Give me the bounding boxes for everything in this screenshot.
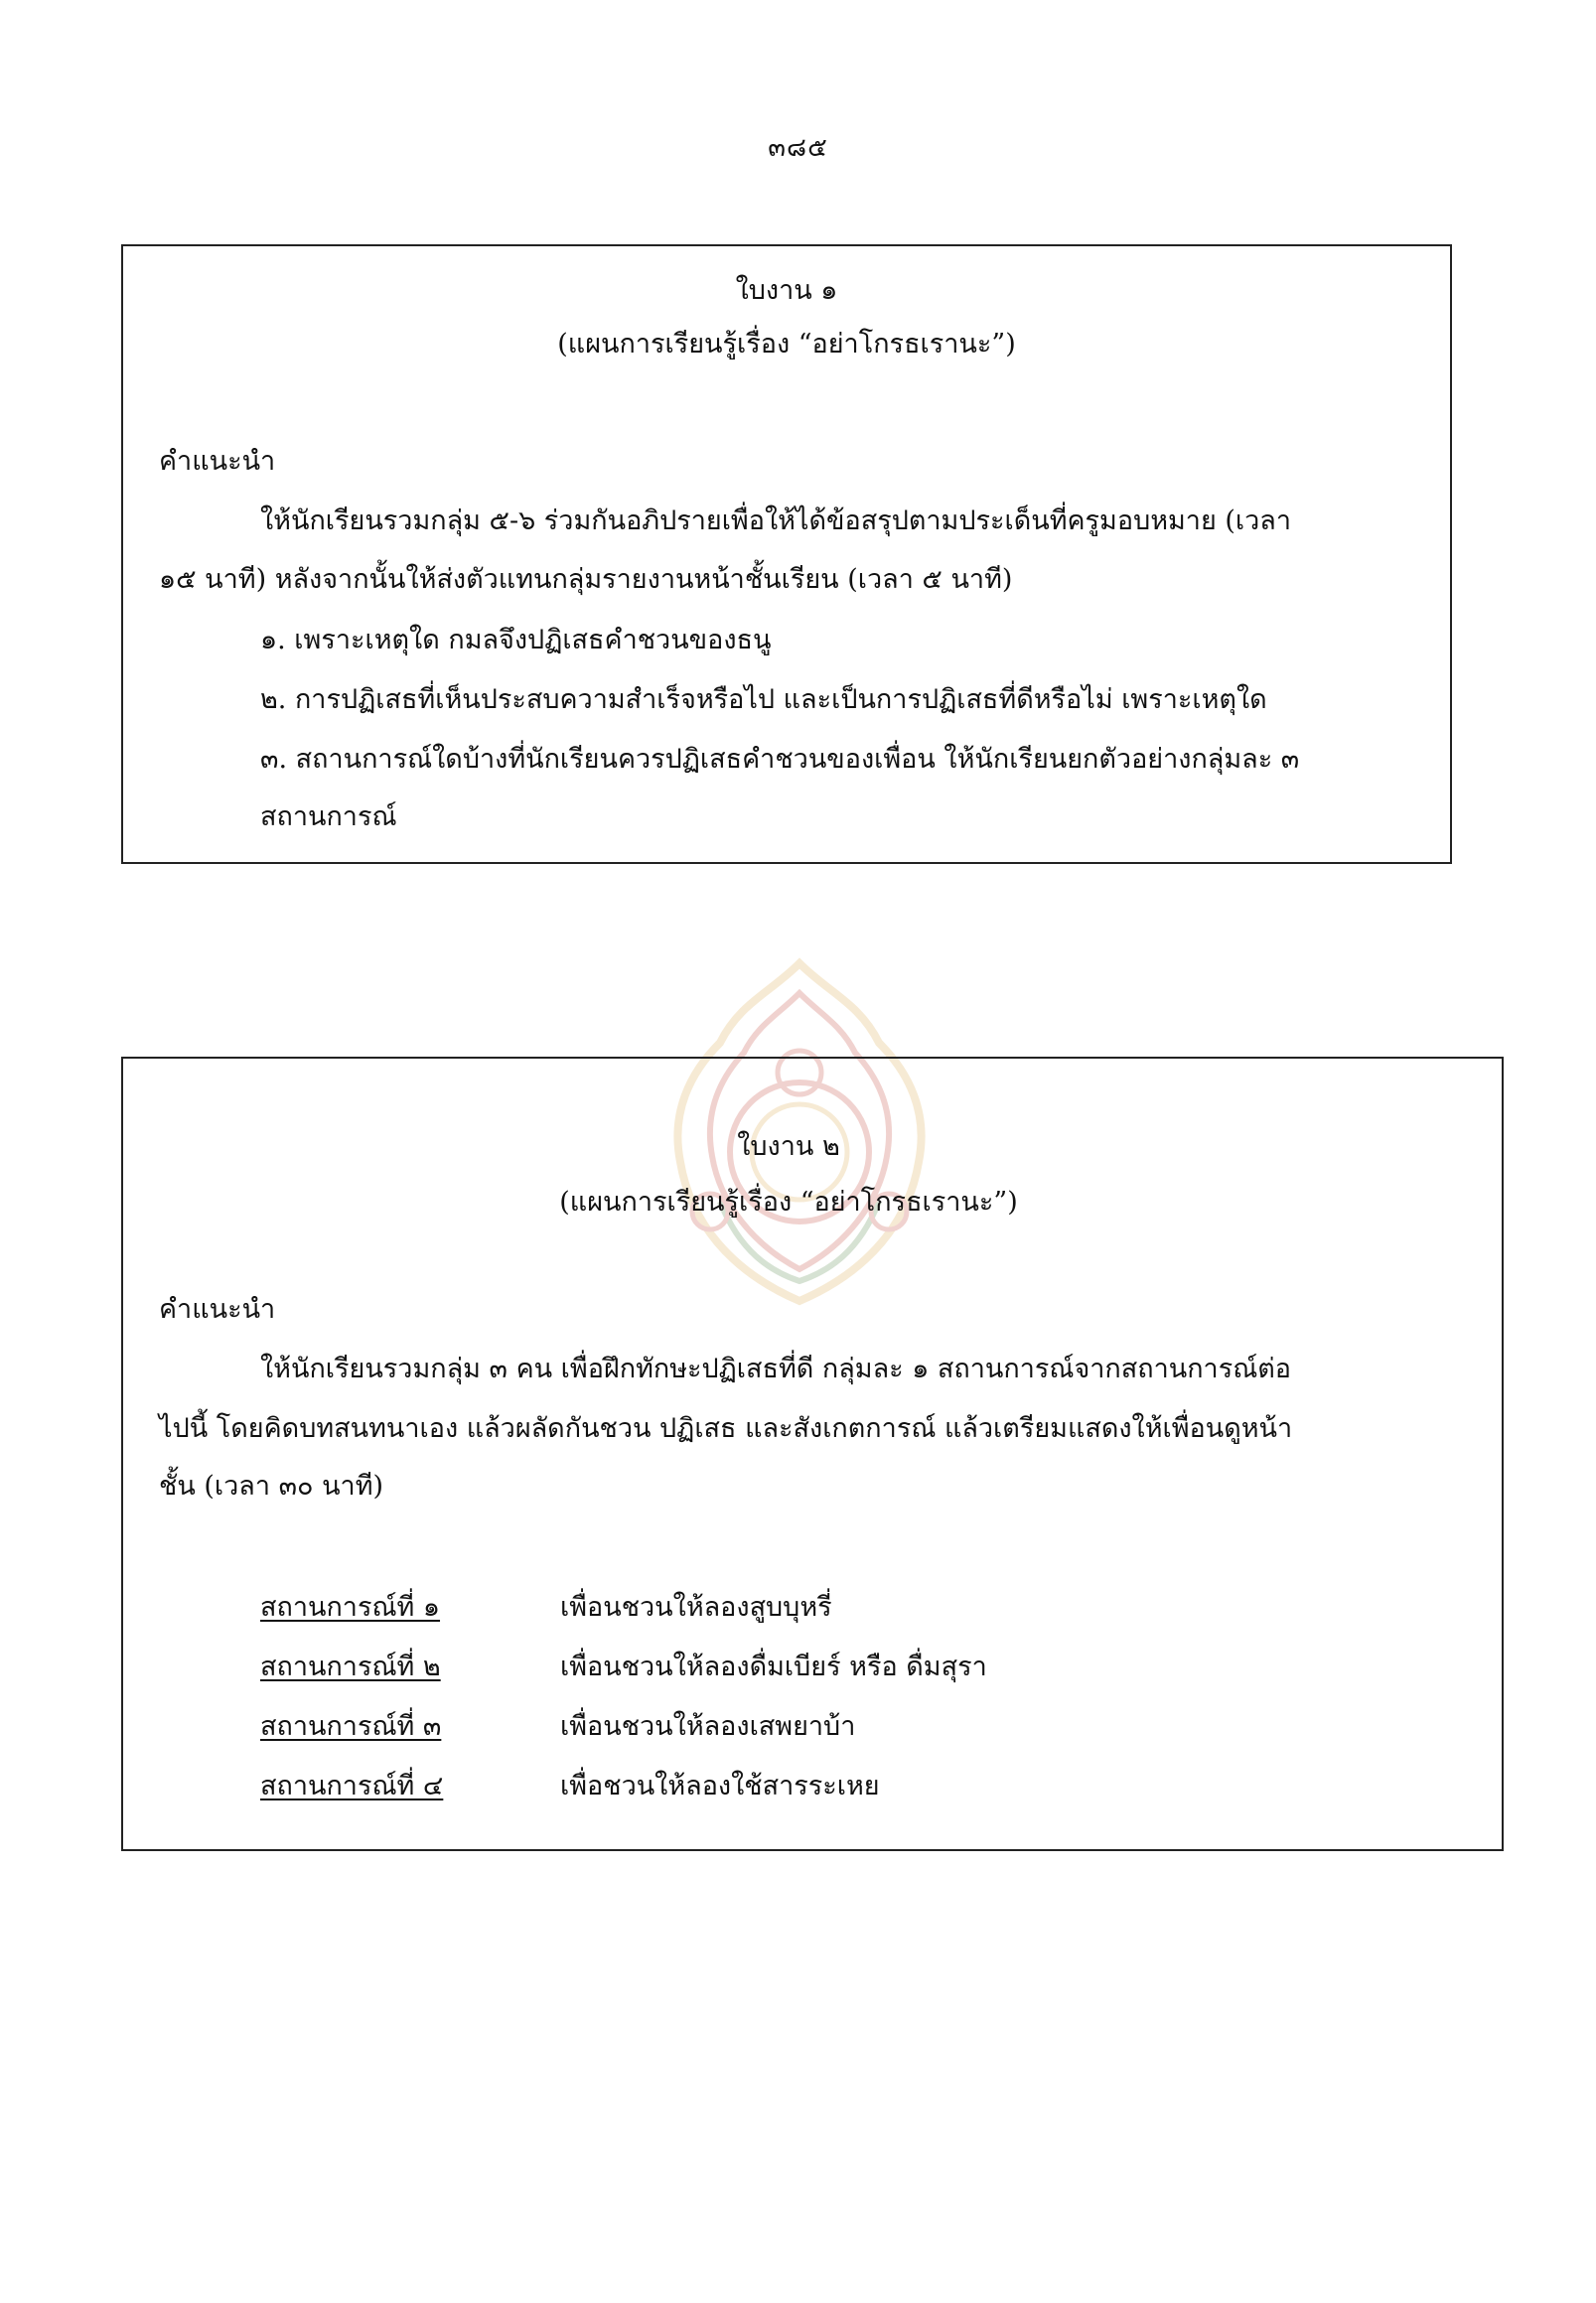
worksheet-2-title: ใบงาน ๒ [737, 1131, 840, 1162]
worksheet-1-instruction-line-2: ๑๕ นาที) หลังจากนั้นให้ส่งตัวแทนกลุ่มรายงานหน้าชั้นเรียน (เวลา ๕ นาที) [159, 564, 1013, 595]
worksheet-2-box [121, 1057, 1504, 1851]
worksheet-2-instruction-heading: คำแนะนำ [159, 1294, 276, 1325]
worksheet-1-box [121, 244, 1452, 864]
worksheet-1-instruction-line-1: ให้นักเรียนรวมกลุ่ม ๕-๖ ร่วมกันอภิปรายเพื่อให้ได้ข้อสรุปตามประเด็นที่ครูมอบหมาย (เวลา [260, 505, 1291, 536]
situation-text-2: เพื่อนชวนให้ลองดื่มเบียร์ หรือ ดื่มสุรา [560, 1652, 987, 1682]
situation-label-4: สถานการณ์ที่ ๔ [260, 1771, 444, 1801]
situation-text-3: เพื่อนชวนให้ลองเสพยาบ้า [560, 1711, 856, 1742]
worksheet-1-subtitle: (แผนการเรียนรู้เรื่อง “อย่าโกรธเรานะ”) [557, 329, 1016, 360]
worksheet-1-question-2: ๒. การปฏิเสธที่เห็นประสบความสำเร็จหรือไป และเป็นการปฏิเสธที่ดีหรือไม่ เพราะเหตุใด [260, 684, 1267, 715]
worksheet-2-instruction-line-2: ไปนี้ โดยคิดบทสนทนาเอง แล้วผลัดกันชวน ปฏิเสธ และสังเกตการณ์ แล้วเตรียมแสดงให้เพื่อนดูหน้า [159, 1413, 1293, 1444]
worksheet-1-title: ใบงาน ๑ [735, 275, 838, 306]
worksheet-1-instruction-heading: คำแนะนำ [159, 446, 276, 477]
situation-label-3: สถานการณ์ที่ ๓ [260, 1711, 442, 1742]
situation-text-4: เพื่อชวนให้ลองใช้สารระเหย [560, 1771, 880, 1801]
worksheet-2-instruction-line-3: ชั้น (เวลา ๓๐ นาที) [159, 1471, 384, 1502]
worksheet-2-subtitle: (แผนการเรียนรู้เรื่อง “อย่าโกรธเรานะ”) [559, 1187, 1018, 1218]
worksheet-1-question-1: ๑. เพราะเหตุใด กมลจึงปฏิเสธคำชวนของธนู [260, 625, 772, 655]
situation-label-1: สถานการณ์ที่ ๑ [260, 1592, 441, 1623]
situation-text-1: เพื่อนชวนให้ลองสูบบุหรี่ [560, 1592, 832, 1623]
page-number: ๓๘๕ [768, 133, 828, 163]
worksheet-1-question-3: ๓. สถานการณ์ใดบ้างที่นักเรียนควรปฏิเสธคำชวนของเพื่อน ให้นักเรียนยกตัวอย่างกลุ่มละ ๓ [260, 744, 1300, 775]
worksheet-1-question-3-continuation: สถานการณ์ [260, 801, 397, 832]
situation-label-2: สถานการณ์ที่ ๒ [260, 1652, 441, 1682]
worksheet-2-instruction-line-1: ให้นักเรียนรวมกลุ่ม ๓ คน เพื่อฝึกทักษะปฏิเสธที่ดี กลุ่มละ ๑ สถานการณ์จากสถานการณ์ต่อ [260, 1354, 1292, 1384]
